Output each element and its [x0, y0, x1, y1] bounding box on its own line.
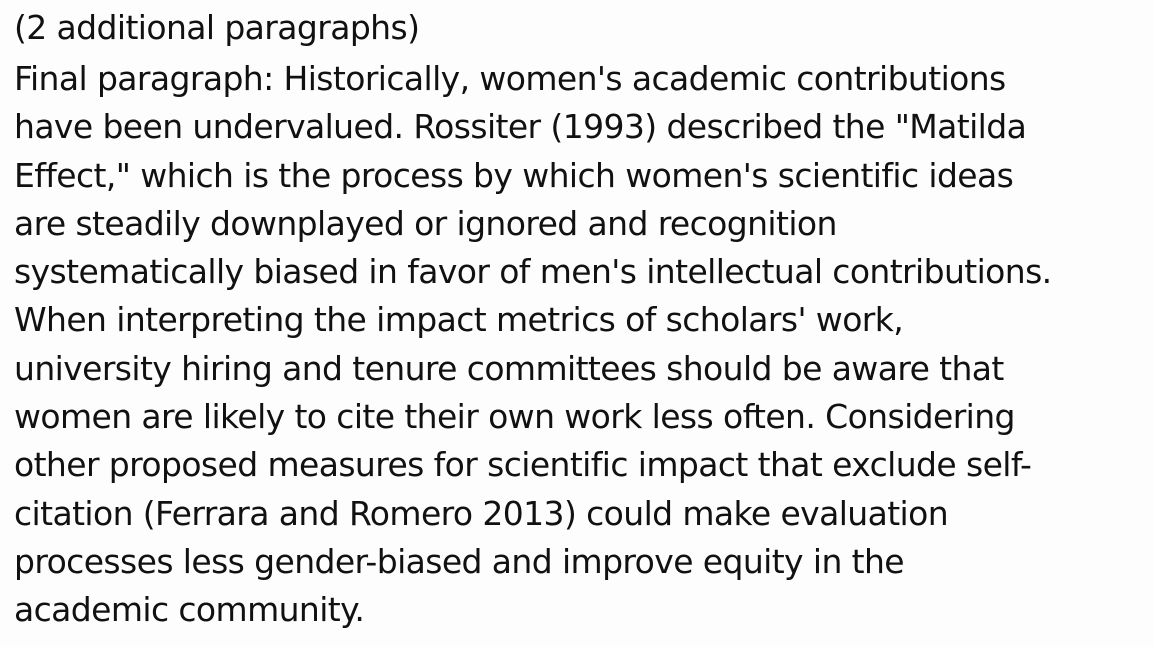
- paragraph-line: When interpreting the impact metrics of scholars' work,: [14, 300, 904, 340]
- final-paragraph: [14, 55, 1154, 635]
- paragraph-line: Final paragraph: Historically, women's academic contributions: [14, 59, 1006, 98]
- paragraph-line: have been undervalued. Rossiter (1993) described the "Matilda: [14, 107, 1027, 147]
- paragraph-line: academic community.: [14, 590, 365, 630]
- paragraph-line: women are likely to cite their own work less often. Considering: [14, 397, 1015, 437]
- paragraph-line: university hiring and tenure committees should be aware that: [14, 348, 1004, 388]
- paragraph-line: Effect," which is the process by which women's scientific ideas: [14, 155, 1014, 195]
- paragraph-line: citation (Ferrara and Romero 2013) could make evaluation: [14, 493, 949, 533]
- additional-paragraphs-note: (2 additional paragraphs): [14, 8, 420, 47]
- paragraph-line: systematically biased in favor of men's intellectual contributions.: [14, 252, 1052, 292]
- paragraph-line: are steadily downplayed or ignored and recognition: [14, 203, 837, 243]
- paragraph-line: processes less gender-biased and improve equity in the: [14, 541, 905, 581]
- paragraph-line: other proposed measures for scientific impact that exclude self-: [14, 445, 1032, 485]
